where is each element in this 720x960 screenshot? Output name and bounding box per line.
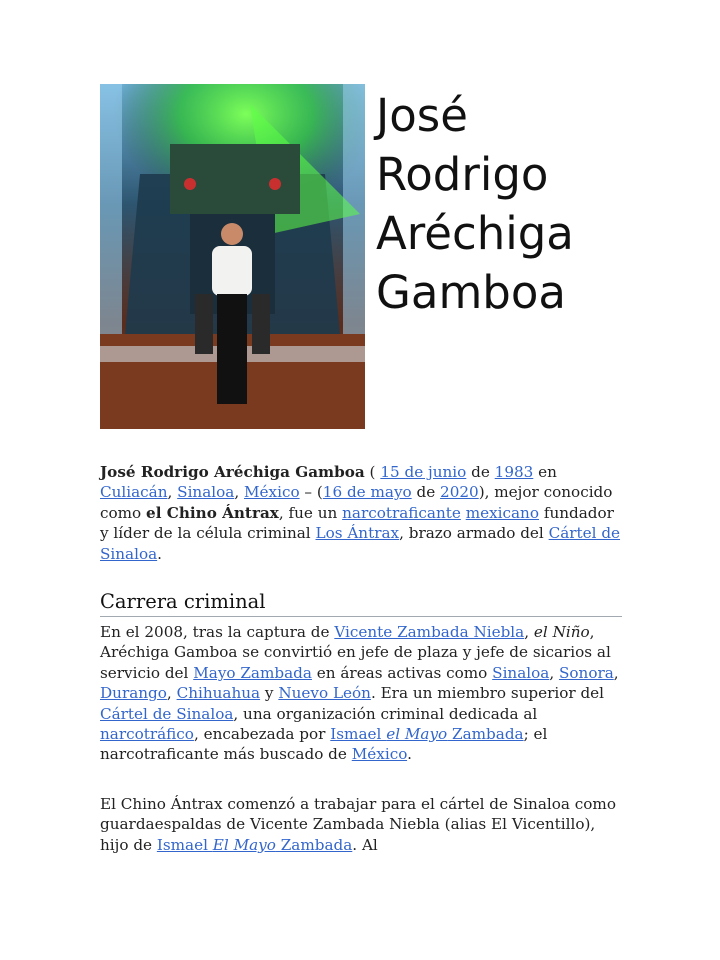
text: , bbox=[549, 663, 559, 682]
link-los-antrax[interactable]: Los Ántrax bbox=[315, 524, 400, 543]
link-sinaloa[interactable]: Sinaloa bbox=[177, 483, 235, 502]
link-ismael-zambada[interactable] bbox=[330, 725, 523, 743]
link-mexicano[interactable]: mexicano bbox=[465, 503, 539, 522]
text: , una organización criminal dedicada al bbox=[233, 704, 538, 723]
text: fundador y líder de la célula criminal bbox=[100, 503, 614, 543]
section-heading: Carrera criminal bbox=[100, 589, 622, 617]
link-death-year[interactable]: 2020 bbox=[440, 483, 479, 502]
text: El Chino Ántrax comenzó a trabajar para el cártel de Sinaloa como guardaespaldas de Vicente Zambada Niebla (alias El Vicentillo), hijo de bbox=[100, 795, 616, 854]
career-paragraph-1 bbox=[100, 622, 622, 765]
text: de bbox=[466, 463, 495, 481]
text: En el 2008, tras la captura de bbox=[100, 623, 335, 641]
link-birth-date[interactable]: 15 de junio bbox=[380, 463, 467, 481]
text: en bbox=[533, 463, 557, 481]
link-nuevo-leon[interactable]: Nuevo León bbox=[278, 684, 371, 703]
link-mayo-zambada[interactable]: Mayo Zambada bbox=[193, 663, 312, 682]
text: , fue un bbox=[278, 503, 343, 522]
title-line: Aréchiga bbox=[376, 207, 574, 260]
link-cartel-sinaloa[interactable]: Cártel de Sinaloa bbox=[100, 524, 621, 563]
link-ismael-zambada[interactable] bbox=[157, 836, 352, 854]
text: ; el narcotraficante más buscado de bbox=[100, 725, 548, 764]
link-part: Ismael bbox=[330, 725, 387, 744]
intro-paragraph bbox=[100, 462, 622, 564]
link-birth-year[interactable]: 1983 bbox=[494, 463, 534, 481]
link-sinaloa[interactable]: Sinaloa bbox=[492, 663, 550, 682]
link-narcotraficante[interactable]: narcotraficante bbox=[342, 503, 461, 522]
link-part-italic: el Mayo bbox=[386, 725, 448, 744]
text: ( bbox=[364, 463, 381, 481]
link-part: Ismael bbox=[156, 835, 213, 854]
text: ), mejor conocido como bbox=[100, 483, 613, 522]
nickname-italic: el Niño bbox=[533, 623, 590, 641]
text: , bbox=[524, 623, 534, 641]
text: , bbox=[613, 663, 619, 682]
text: – ( bbox=[299, 483, 323, 502]
link-mexico[interactable]: México bbox=[351, 745, 408, 764]
text: . Era un miembro superior del bbox=[370, 684, 605, 703]
link-cartel-sinaloa[interactable]: Cártel de Sinaloa bbox=[100, 704, 234, 723]
career-paragraph-2 bbox=[100, 794, 622, 855]
portrait-photo bbox=[100, 84, 365, 429]
link-narcotrafico[interactable]: narcotráfico bbox=[100, 725, 194, 744]
text: de bbox=[411, 483, 441, 502]
title-line: José bbox=[376, 89, 468, 142]
link-mexico[interactable]: México bbox=[243, 483, 300, 502]
link-vicente-zambada[interactable]: Vicente Zambada Niebla bbox=[334, 623, 525, 641]
link-death-date[interactable]: 16 de mayo bbox=[322, 483, 412, 502]
title-line: Gamboa bbox=[376, 266, 566, 319]
subject-name: José Rodrigo Aréchiga Gamboa bbox=[100, 463, 365, 481]
link-part-italic: El Mayo bbox=[212, 835, 276, 854]
text: , Aréchiga Gamboa se convirtió en jefe de plaza y jefe de sicarios al servicio del bbox=[100, 623, 611, 682]
portrait-illustration bbox=[100, 84, 365, 429]
text: . bbox=[407, 745, 412, 764]
text: en áreas activas como bbox=[311, 663, 493, 682]
title-line: Rodrigo bbox=[376, 148, 549, 201]
text: . bbox=[157, 544, 162, 563]
link-part: Zambada bbox=[275, 835, 353, 854]
text: , brazo armado del bbox=[399, 524, 549, 543]
text: . Al bbox=[352, 835, 378, 854]
link-chihuahua[interactable]: Chihuahua bbox=[176, 684, 261, 703]
link-part: Zambada bbox=[447, 725, 524, 744]
text: , bbox=[234, 483, 244, 502]
link-sonora[interactable]: Sonora bbox=[558, 663, 614, 682]
text: , bbox=[166, 684, 177, 703]
text: , bbox=[167, 483, 178, 502]
page-title bbox=[376, 86, 706, 322]
text: , encabezada por bbox=[193, 725, 331, 744]
alias-name: el Chino Ántrax bbox=[146, 503, 279, 522]
link-durango[interactable]: Durango bbox=[100, 684, 167, 703]
link-culiacan[interactable]: Culiacán bbox=[100, 483, 168, 502]
text: y bbox=[260, 684, 279, 703]
